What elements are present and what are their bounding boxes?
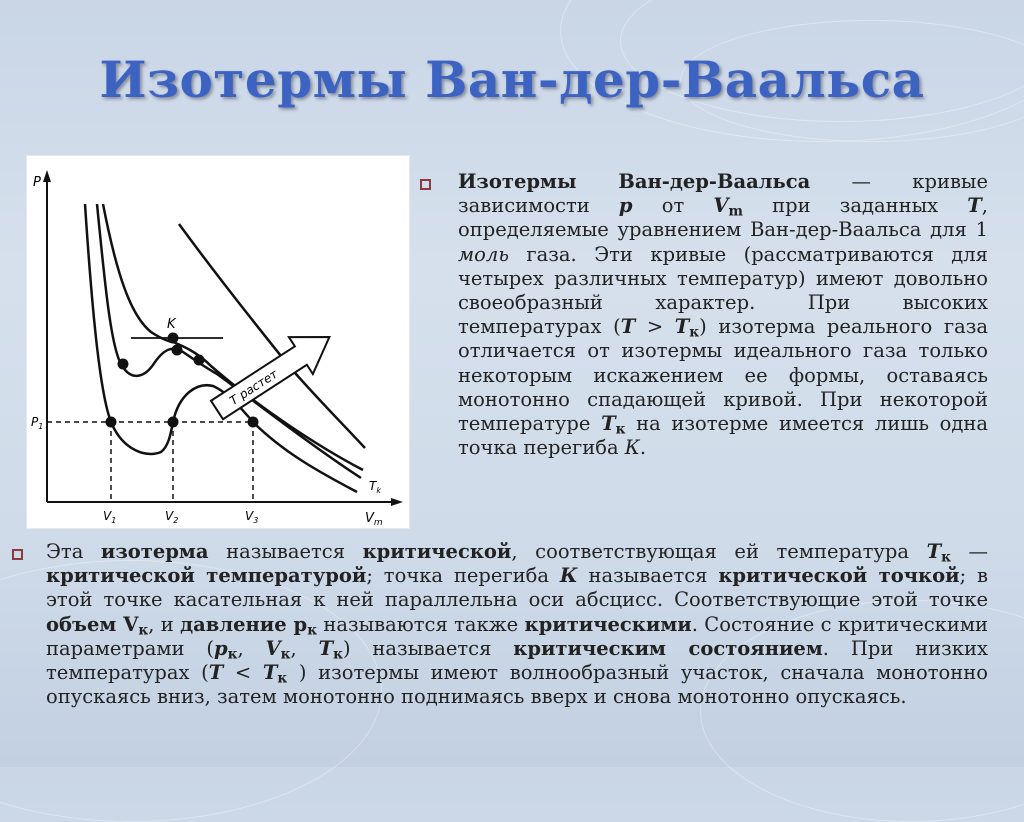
text-span: , определяемые уравнением Ван-дер-Ваальса для 1	[458, 194, 988, 242]
critical-state-paragraph	[46, 540, 988, 709]
subscript: к	[941, 549, 951, 566]
point-v1	[106, 417, 117, 428]
v2-label: $V_2$	[165, 509, 179, 525]
symbol-t: T	[967, 194, 982, 218]
text-span: называется	[208, 540, 363, 563]
axis-v-label: $V_m$	[365, 511, 383, 528]
critical-point	[168, 333, 179, 344]
text-span: , и	[148, 612, 181, 636]
bullet-icon	[420, 179, 431, 190]
text-span: называется	[577, 564, 719, 588]
y-axis-arrow	[43, 170, 51, 182]
text-span: .	[639, 436, 647, 460]
symbol-p: p	[213, 636, 228, 660]
symbol-k: К	[624, 436, 640, 460]
subscript: к	[280, 646, 291, 663]
text-span: , соответствующая ей температура	[511, 540, 927, 563]
text-span: <	[223, 661, 263, 685]
arrow-text: T растет	[227, 366, 281, 408]
term-bold: Изотермы Ван-дер-Ваальса	[458, 170, 811, 193]
symbol-t: T	[208, 661, 224, 685]
temperature-rising-arrow	[205, 319, 341, 429]
x-axis-arrow	[391, 498, 403, 506]
symbol-t: T	[620, 315, 636, 339]
subscript: к	[689, 324, 700, 341]
text-span: ,	[237, 636, 266, 660]
symbol-t: T	[318, 636, 334, 660]
text-span: называются также	[317, 612, 525, 636]
text-span: . При низких температурах (	[46, 636, 988, 685]
text-span: при заданных	[742, 194, 968, 218]
symbol-t: T	[262, 661, 278, 685]
text-span: ; в этой точке касательная к ней параллельна оси абсцисс. Соответствующие этой точке	[46, 564, 988, 612]
bullet-icon	[12, 549, 23, 560]
point-middle-right	[194, 355, 205, 366]
isotherm-figure	[26, 155, 410, 529]
text-span: >	[635, 315, 675, 339]
text-bold: критической температурой	[46, 564, 367, 588]
subscript: m	[728, 203, 743, 220]
symbol-v: V	[713, 194, 729, 218]
definition-paragraph	[458, 170, 988, 460]
text-span: —	[950, 540, 988, 563]
subscript: к	[307, 622, 318, 639]
text-bold: критической	[362, 540, 512, 563]
symbol-k: К	[559, 564, 578, 588]
text-span: ) изотерма реального газа отличается от изотермы идеального газа только некоторым искажением ее формы, оставаясь монотонно спадающей кривой. При некоторой температуре	[458, 315, 988, 436]
subscript: к	[333, 646, 343, 663]
text-span: . Состояние с критическими параметрами (	[46, 612, 989, 660]
symbol-v: V	[265, 636, 281, 660]
text-italic: моль	[458, 242, 509, 266]
text-span: ; точка перегиба	[366, 564, 560, 588]
text-span: — кривые зависимости	[458, 170, 988, 218]
text-bold: критическим состоянием	[513, 636, 823, 660]
subscript: к	[227, 646, 238, 663]
point-v3	[248, 417, 259, 428]
text-span: ,	[290, 636, 319, 660]
point-middle-left	[118, 359, 129, 370]
slide-title: Изотермы Ван-дер-Ваальса	[99, 50, 925, 109]
text-bold: изотерма	[100, 540, 209, 563]
text-bold: критической точкой	[718, 564, 960, 588]
isotherm-diagram	[27, 156, 409, 528]
point-middle-center	[172, 345, 183, 356]
subscript: к	[138, 622, 149, 639]
subscript: к	[615, 421, 626, 438]
critical-point-label: K	[167, 317, 176, 332]
symbol-p: p	[618, 194, 633, 218]
axis-p-label: P	[33, 175, 41, 190]
text-span: газа. Эти кривые (рассматриваются для четырех различных температур) имеют довольно своеобразный характер. При высоких температурах (	[458, 242, 988, 339]
text-span: ) изотермы имеют волнообразный участок, сначала монотонно опускаясь вниз, затем монотонно поднимаясь вверх и снова монотонно опускаясь.	[46, 661, 988, 709]
text-bold: критическими	[524, 612, 692, 636]
subscript: к	[277, 670, 288, 687]
text-span: на изотерме имеется лишь одна точка перегиба	[458, 412, 989, 460]
text-bold: давление p	[180, 612, 308, 636]
text-bold: объем V	[46, 612, 139, 636]
text-span: ) называется	[342, 636, 514, 660]
point-v2	[168, 417, 179, 428]
tk-label: $T_k$	[369, 479, 381, 495]
v1-label: $V_1$	[103, 509, 117, 525]
symbol-t: T	[674, 315, 690, 339]
symbol-t: T	[601, 412, 616, 436]
v3-label: $V_3$	[245, 509, 259, 525]
p1-label: $P_1$	[31, 415, 44, 431]
text-span: от	[632, 194, 714, 218]
text-span: Эта	[46, 540, 101, 563]
symbol-t: T	[926, 540, 942, 563]
